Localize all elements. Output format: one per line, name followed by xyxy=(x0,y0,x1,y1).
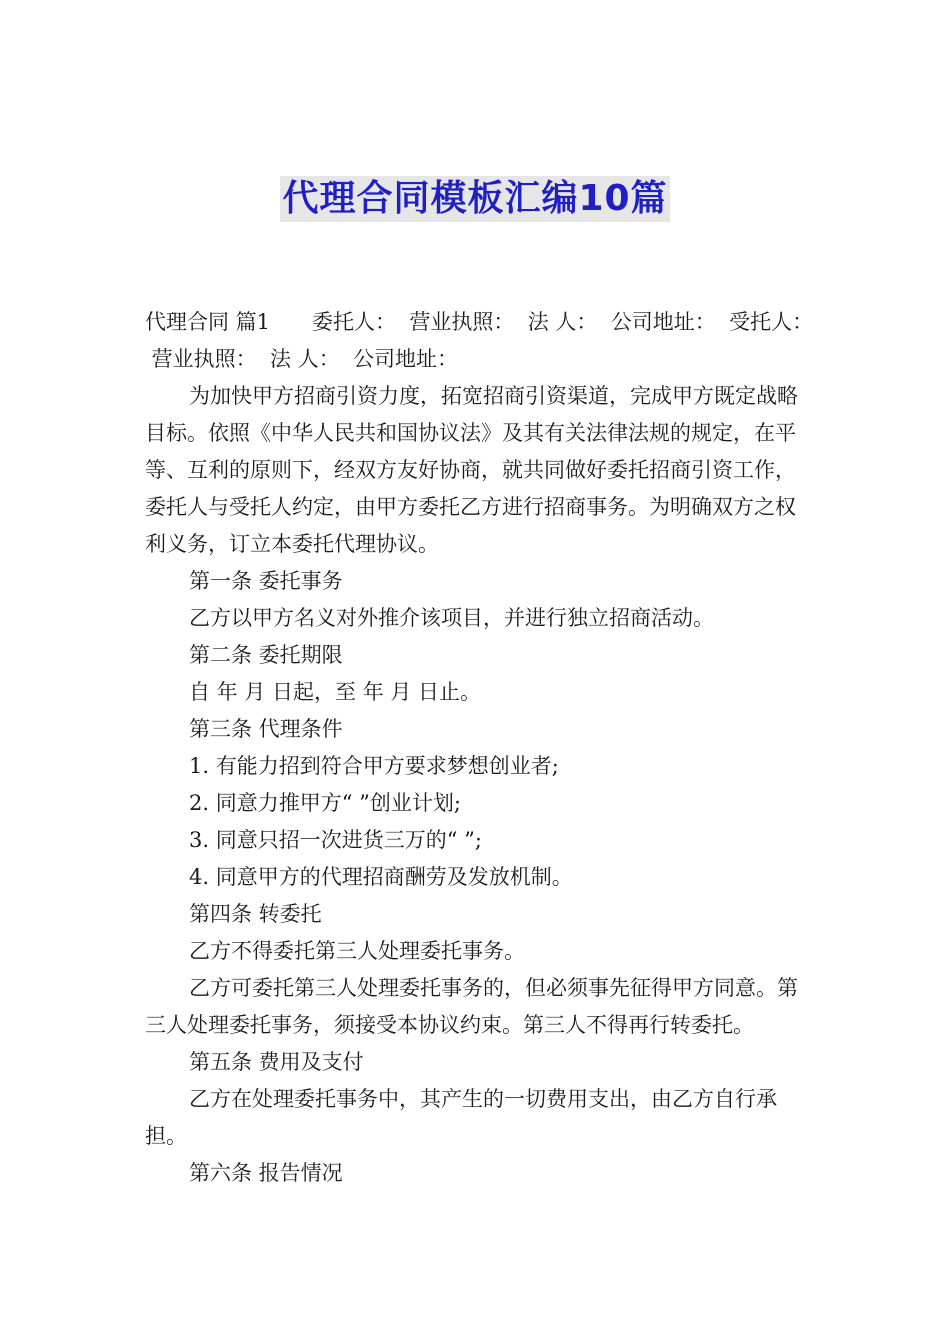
article-6-heading: 第六条 报告情况 xyxy=(189,1161,343,1185)
article-3-item: 1. 有能力招到符合甲方要求梦想创业者; xyxy=(189,754,559,778)
article-2-text: 自 年 月 日起，至 年 月 日止。 xyxy=(189,680,482,704)
article-3-heading: 第三条 代理条件 xyxy=(189,717,343,741)
contract-meta-line-1: 代理合同 篇1 委托人： 营业执照： 法 人： 公司地址： 受托人： xyxy=(145,310,814,334)
article-5-heading: 第五条 费用及支付 xyxy=(189,1050,364,1074)
article-5-text: 乙方在处理委托事务中，其产生的一切费用支出，由乙方自行承担。 xyxy=(145,1087,777,1148)
article-1-heading: 第一条 委托事务 xyxy=(189,569,343,593)
article-3-item: 3. 同意只招一次进货三万的“ ”; xyxy=(189,828,482,852)
intro-paragraph: 为加快甲方招商引资力度，拓宽招商引资渠道，完成甲方既定战略目标。依照《中华人民共和国协议法》及其有关法律法规的规定，在平等、互利的原则下，经双方友好协商，就共同做好委托招商引资工作，委托人与受托人约定，由甲方委托乙方进行招商事务。为明确双方之权利义务，订立本委托代理协议。 xyxy=(145,384,798,556)
article-1-text: 乙方以甲方名义对外推介该项目，并进行独立招商活动。 xyxy=(189,606,714,630)
article-4-heading: 第四条 转委托 xyxy=(189,902,322,926)
title-wrap xyxy=(0,176,950,222)
article-4-text-2: 乙方可委托第三人处理委托事务的，但必须事先征得甲方同意。第三人处理委托事务，须接受本协议约束。第三人不得再行转委托。 xyxy=(145,976,798,1037)
document-body xyxy=(145,304,814,1192)
document-title: 代理合同模板汇编10篇 xyxy=(280,176,669,222)
article-3-item: 4. 同意甲方的代理招商酬劳及发放机制。 xyxy=(189,865,573,889)
article-2-heading: 第二条 委托期限 xyxy=(189,643,343,667)
contract-meta-line-2: 营业执照： 法 人： 公司地址： xyxy=(145,347,459,371)
article-3-item: 2. 同意力推甲方“ ”创业计划; xyxy=(189,791,461,815)
article-4-text-1: 乙方不得委托第三人处理委托事务。 xyxy=(189,939,525,963)
